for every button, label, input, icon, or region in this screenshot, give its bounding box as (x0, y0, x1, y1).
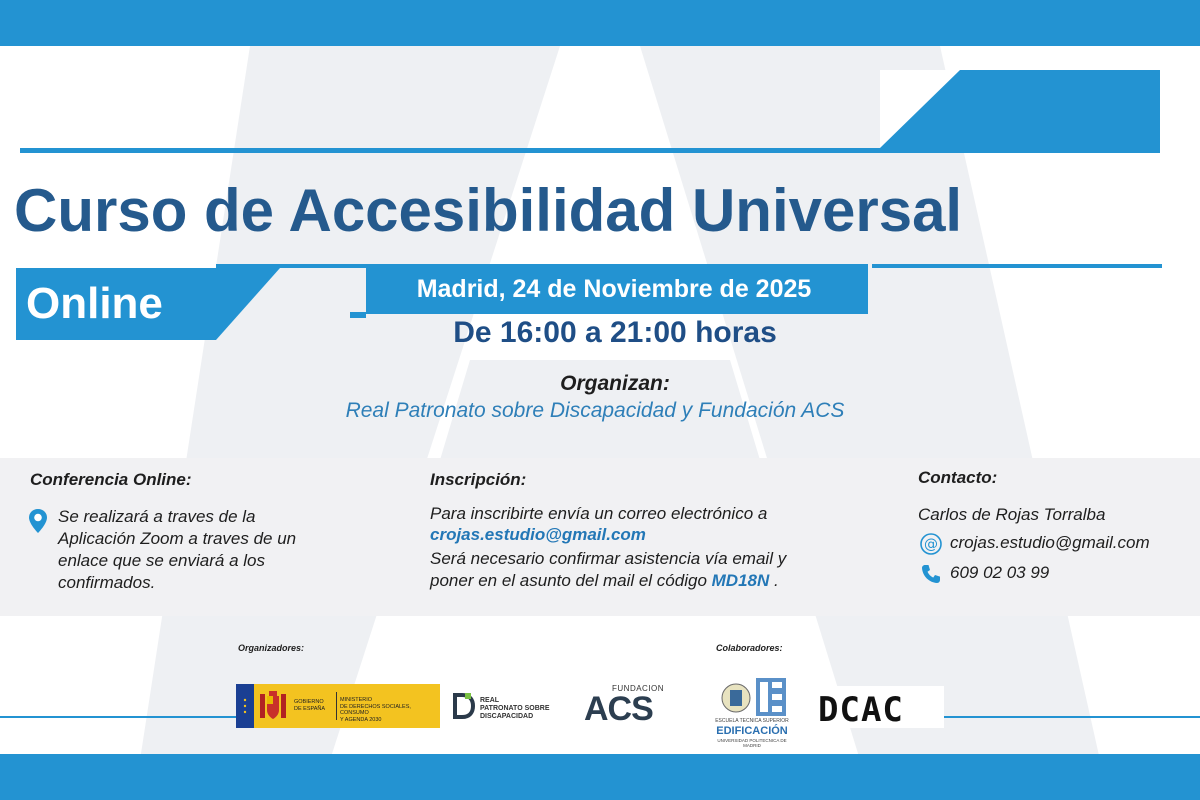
edificacion-emblem-icon (714, 676, 790, 718)
course-title: Curso de Accesibilidad Universal (14, 177, 963, 244)
svg-text:@: @ (924, 536, 938, 553)
acs-big-text: ACS (584, 690, 653, 728)
phone-icon (920, 563, 942, 585)
registration-code: MD18N (711, 571, 770, 590)
inscripcion-line-text: poner en el asunto del mail el código (430, 571, 707, 590)
conferencia-line: Se realizará a traves de la (58, 507, 256, 526)
bottom-accent-bar (0, 754, 1200, 800)
event-date: Madrid, 24 de Noviembre de 2025 (416, 275, 812, 303)
inscripcion-line: Para inscribirte envía un correo electrónico a (430, 504, 768, 523)
acs-small-text: FUNDACION (612, 684, 665, 693)
ministerio-text (340, 697, 440, 723)
edificacion-big-text: EDIFICACIÓN (716, 725, 788, 737)
conferencia-description (58, 506, 348, 594)
organizan-text: Real Patronato sobre Discapacidad y Fundación ACS (345, 399, 845, 422)
gobierno-espana-logo (236, 684, 440, 728)
contact-name: Carlos de Rojas Torralba (918, 505, 1106, 524)
ministerio-line: MINISTERIO (340, 697, 373, 703)
top-accent-bar (0, 0, 1200, 46)
colaboradores-label: Colaboradores: (716, 643, 783, 653)
logo-divider (336, 692, 337, 720)
conferencia-line: enlace que se enviará a los (58, 551, 265, 570)
etsem-edificacion-logo (712, 676, 792, 748)
gobierno-line: GOBIERNO (294, 699, 324, 705)
footer-divider-left (0, 716, 236, 718)
conferencia-heading: Conferencia Online: (30, 470, 192, 489)
online-label: Online (26, 279, 163, 328)
eu-flag-icon (236, 684, 254, 728)
conferencia-line: confirmados. (58, 573, 156, 592)
contacto-heading: Contacto: (918, 468, 998, 487)
contact-phone[interactable]: 609 02 03 99 (950, 563, 1050, 582)
inscripcion-line: Será necesario confirmar asistencia vía email y (430, 549, 787, 568)
edificacion-small-text: ESCUELA TECNICA SUPERIOR (715, 718, 789, 724)
rp-line: DISCAPACIDAD (480, 713, 534, 720)
event-hours: De 16:00 a 21:00 horas (453, 316, 777, 349)
dcac-text: DCAC (818, 690, 904, 730)
organizadores-label: Organizadores: (238, 643, 305, 653)
real-patronato-text (480, 697, 549, 721)
ministerio-line: DE DERECHOS SOCIALES, CONSUMO (340, 703, 411, 716)
footer-divider-right (944, 716, 1200, 718)
conferencia-line: Aplicación Zoom a traves de un (58, 529, 297, 548)
inscripcion-email-link[interactable]: crojas.estudio@gmail.com (430, 525, 646, 544)
contact-email-link[interactable]: crojas.estudio@gmail.com (950, 533, 1150, 552)
gobierno-line: DE ESPAÑA (294, 705, 326, 712)
ministerio-line: Y AGENDA 2030 (340, 716, 382, 723)
spanish-coat-of-arms-icon (258, 690, 288, 722)
location-pin-icon (28, 508, 48, 534)
rp-line: REAL (480, 697, 500, 704)
dcac-logo (814, 686, 944, 728)
real-patronato-logo (444, 686, 560, 726)
real-patronato-mark-icon (452, 693, 476, 719)
inscripcion-line (430, 570, 850, 592)
inscripcion-heading: Inscripción: (430, 470, 527, 489)
inscripcion-line-end: . (774, 571, 779, 590)
rp-line: PATRONATO SOBRE (480, 705, 550, 712)
at-sign-icon (920, 533, 942, 555)
fundacion-acs-logo (584, 684, 674, 728)
organizan-heading: Organizan: (560, 372, 670, 395)
edificacion-university-text: UNIVERSIDAD POLITECNICA DE MADRID (717, 738, 787, 748)
gobierno-text (294, 699, 325, 712)
